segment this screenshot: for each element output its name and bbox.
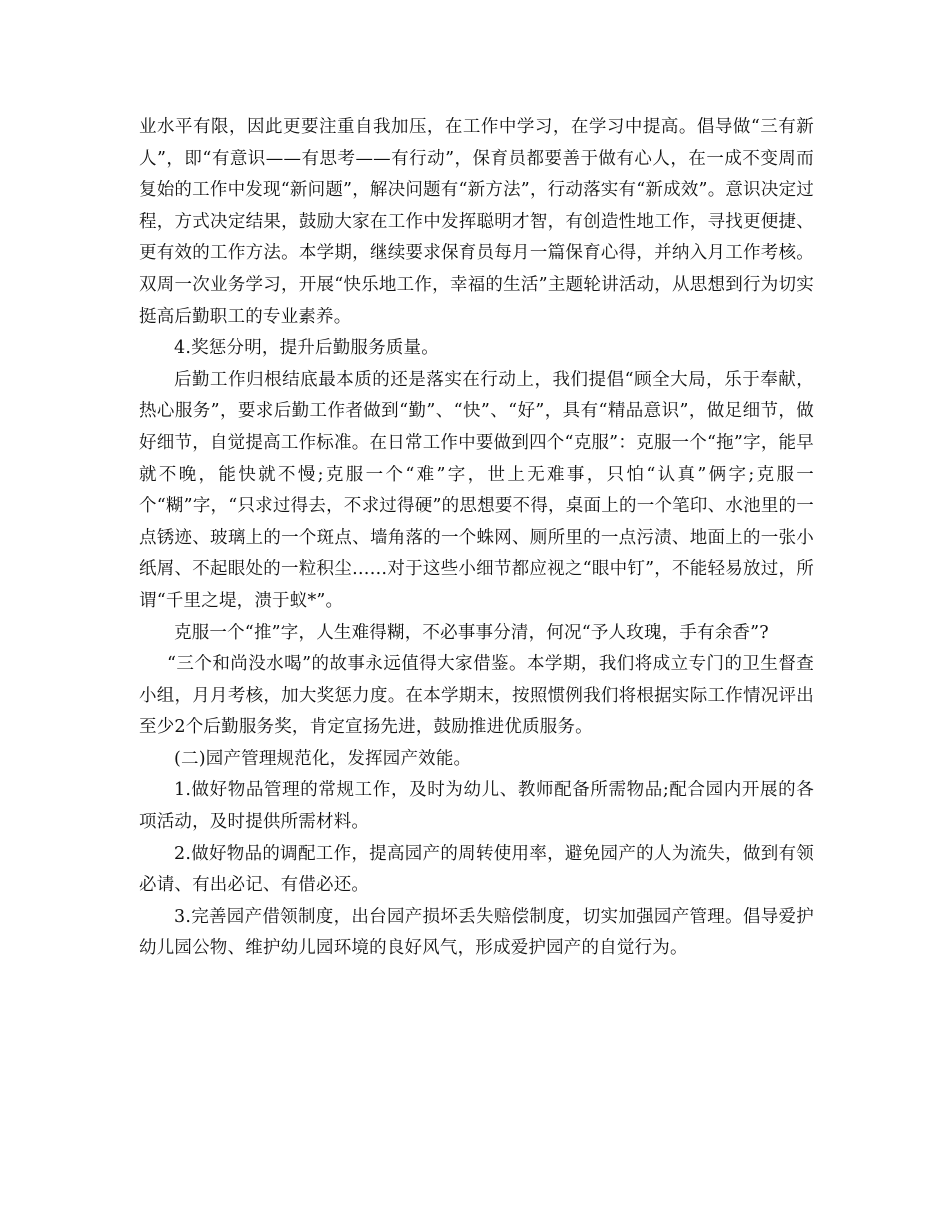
list-item-3: 3.完善园产借领制度，出台园产损坏丢失赔偿制度，切实加强园产管理。倡导爱护幼儿园公物、维护幼儿园环境的良好风气，形成爱护园产的自觉行为。 xyxy=(139,906,814,959)
list-item-1: 1.做好物品管理的常规工作，及时为幼儿、教师配备所需物品;配合园内开展的各项活动，及时提供所需材料。 xyxy=(139,780,814,833)
list-item-2: 2.做好物品的调配工作，提高园产的周转使用率，避免园产的人为流失，做到有领必请、有出必记、有借必还。 xyxy=(139,843,814,896)
paragraph-logistics-work: 后勤工作归根结底最本质的还是落实在行动上，我们提倡“顾全大局，乐于奉献，热心服务”，要求后勤工作者做到“勤”、“快”、“好”，具有“精品意识”，做足细节，做好细节，自觉提高工作标准。在日常工作中要做到四个“克服”：克服一个“拖”字，能早就不晚，能快就不慢;克服一个“难”字，世上无难事，只怕“认真”俩字;克服一个“糊”字，“只求过得去，不求过得硬”的思想要不得，桌面上的一个笔印、水池里的一点锈迹、玻璃上的一个斑点、墙角落的一个蛛网、厕所里的一点污渍、地面上的一张小纸屑、不起眼处的一粒积尘……对于这些小细节都应视之“眼中钉”，不能轻易放过，所谓“千里之堤，溃于蚁*”。 xyxy=(139,369,814,611)
document-body xyxy=(139,112,814,965)
paragraph-continuation: 业水平有限，因此更要注重自我加压，在工作中学习，在学习中提高。倡导做“三有新人”，即“有意识——有思考——有行动”，保育员都要善于做有心人，在一成不变周而复始的工作中发现“新问题”，解决问题有“新方法”，行动落实有“新成效”。意识决定过程，方式决定结果，鼓励大家在工作中发挥聪明才智，有创造性地工作，寻找更便捷、更有效的工作方法。本学期，继续要求保育员每月一篇保育心得，并纳入月工作考核。双周一次业务学习，开展“快乐地工作，幸福的生活”主题轮讲活动，从思想到行为切实挺高后勤职工的专业素养。 xyxy=(139,117,814,327)
heading-property-management: (二)园产管理规范化，发挥园产效能。 xyxy=(174,748,472,769)
paragraph-overcome-push: 克服一个“推”字，人生难得糊，不必事事分清，何况“予人玫瑰，手有余香”? xyxy=(174,622,769,643)
paragraph-three-monks: “三个和尚没水喝”的故事永远值得大家借鉴。本学期，我们将成立专门的卫生督查小组，月月考核，加大奖惩力度。在本学期末，按照惯例我们将根据实际工作情况评出至少2个后勤服务奖，肯定宣扬先进，鼓励推进优质服务。 xyxy=(139,654,814,738)
heading-reward-punishment: 4.奖惩分明，提升后勤服务质量。 xyxy=(174,338,439,359)
